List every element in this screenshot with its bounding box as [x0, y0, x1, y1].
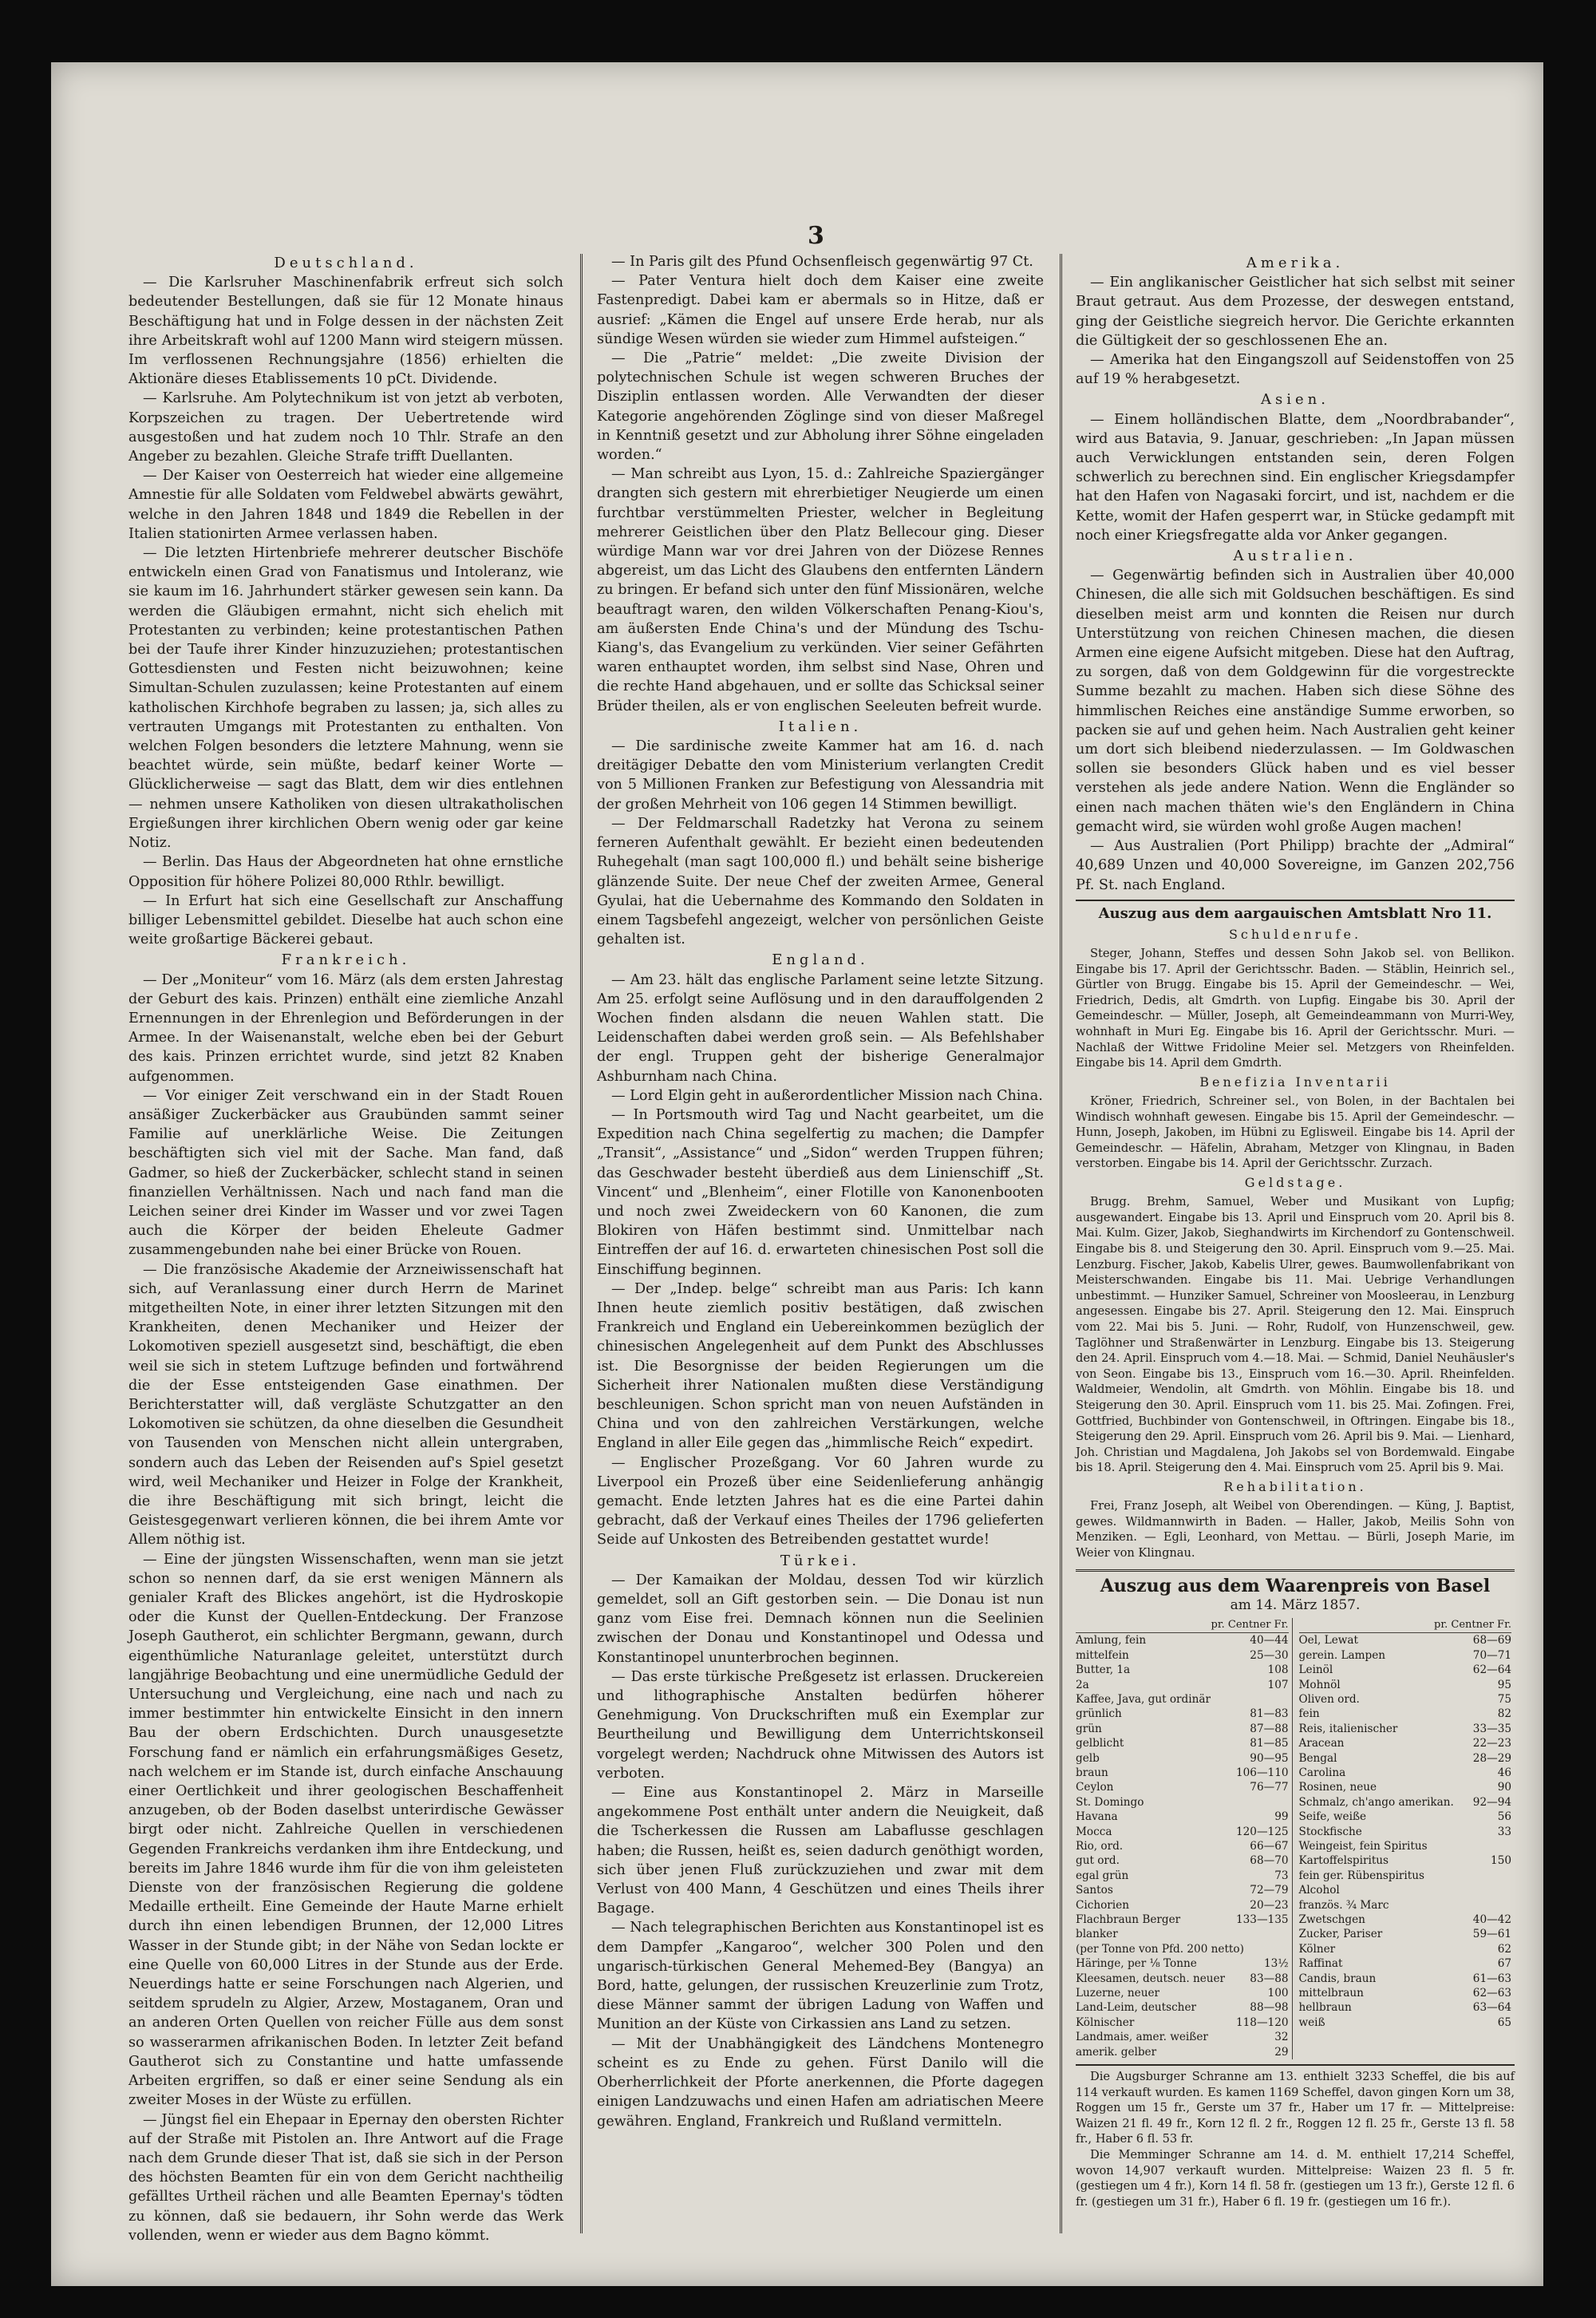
- price-row: [1076, 2015, 1289, 2030]
- article: — Am 23. hält das englische Parlament seine letzte Sitzung. Am 25. erfolgt seine Auflösung und in den darauffolgenden 2 Wochen finden alsdann die neuen Wahlen statt. Die Leidenschaften dabei werden groß sein. — Als Befehlshaber der engl. Truppen geht der bisherige Generalmajor Ashburnham nach China.: [597, 971, 1044, 1085]
- commodity-name: fein ger. Rübenspiritus: [1298, 1869, 1424, 1882]
- price-row: [1076, 1913, 1289, 1927]
- price-row: [1299, 1927, 1512, 1941]
- price-row: [1076, 1986, 1289, 2000]
- footnote: Die Augsburger Schranne am 13. enthielt 3233 Scheffel, die bis auf 114 verkauft wurden. Es kamen 1169 Scheffel, davon gingen Korn um 38, Roggen um 15 fr., Gerste um 37 fr., Haber um 17 fr. — Mittelpreise: Waizen 21 fl. 49 fr., Korn 12 fl. 2 fr., Roggen 12 fl. 25 fr., Gerste 13 fl. 58 fr., Haber 6 fl. 53 fr.: [1076, 2070, 1515, 2146]
- commodity-name: Weingeist, fein Spiritus: [1298, 1840, 1428, 1853]
- commodity-price: 32: [1274, 2031, 1289, 2044]
- amtsblatt-title: Auszug aus dem aargauischen Amtsblatt Nro 11.: [1076, 900, 1515, 924]
- price-row: [1076, 1633, 1289, 1648]
- column-divider: [580, 254, 583, 2233]
- commodity-name: (per Tonne von Pfd. 200 netto): [1076, 1942, 1244, 1956]
- commodity-price: 83—88: [1250, 1972, 1289, 1985]
- commodity-price: 90: [1497, 1781, 1511, 1794]
- price-row: [1076, 1825, 1289, 1839]
- commodity-name: hellbraun: [1298, 2001, 1352, 2015]
- price-row: [1299, 1648, 1512, 1663]
- commodity-name: Candis, braun: [1298, 1972, 1377, 1985]
- commodity-name: Rosinen, neue: [1298, 1781, 1377, 1794]
- commodity-name: Land-Leim, deutscher: [1076, 2001, 1196, 2015]
- notice: Frei, Franz Joseph, alt Weibel von Oberendingen. — Küng, J. Baptist, gewes. Wildmannwirth in Baden. — Haller, Jakob, Meilis Sohn von Menziken. — Egli, Leonhard, von Mettau. — Bürli, Joseph Marie, im Weier von Klingnau.: [1076, 1499, 1515, 1560]
- commodity-price: 33: [1497, 1825, 1511, 1838]
- section-heading-asien: Asien.: [1261, 391, 1329, 409]
- commodity-name: braun: [1076, 1766, 1108, 1779]
- commodity-name: Stockfische: [1298, 1825, 1362, 1838]
- article: — Der „Moniteur“ vom 16. März (als dem ersten Jahrestag der Geburt des kais. Prinzen) enthält eine ziemliche Anzahl Ernennungen in der Ehrenlegion und Beförderungen in der Armee. In der Waisenanstalt, welche eben bei der Geburt des kais. Prinzen errichtet wurde, sind jetzt 82 Knaben aufgenommen.: [128, 971, 563, 1085]
- commodity-name: Carolina: [1298, 1766, 1346, 1779]
- price-table-right: [1299, 1618, 1515, 2059]
- commodity-name: amerik. gelber: [1076, 2045, 1157, 2059]
- commodity-name: Leinöl: [1298, 1663, 1333, 1677]
- price-row: [1299, 1707, 1512, 1721]
- subheading: Rehabilitation.: [1223, 1478, 1367, 1494]
- newspaper-page: [51, 62, 1543, 2286]
- commodity-name: gerein. Lampen: [1298, 1648, 1386, 1662]
- amtsblatt-box: [1076, 900, 1515, 1561]
- price-row: [1299, 1869, 1512, 1883]
- article: — Ein anglikanischer Geistlicher hat sich selbst mit seiner Braut getraut. Aus dem Prozesse, der deswegen entstand, ging der Geistliche siegreich hervor. Die Gerichte erkannten die Gültigkeit der so geschlossenen Ehe an.: [1076, 275, 1515, 349]
- article: — Der „Indep. belge“ schreibt man aus Paris: Ich kann Ihnen heute ziemlich positiv bestätigen, daß zwischen Frankreich und England ein Uebereinkommen bezüglich der chinesischen Angelegenheit auf dem Punkt des Abschlusses ist. Die Besorgnisse der beiden Regierungen um die Sicherheit ihrer Nationalen mußten diese Verständigung beschleunigen. Schon spricht man von neuen Aufständen in China und von den zahlreichen Verstärkungen, welche England in aller Eile gegen das „himmlische Reich“ expedirt.: [597, 1280, 1044, 1452]
- commodity-price: 107: [1267, 1678, 1289, 1691]
- commodity-price: 133—135: [1236, 1913, 1289, 1927]
- commodity-price: 73: [1274, 1869, 1289, 1882]
- commodity-price: 81—85: [1250, 1737, 1289, 1750]
- commodity-price: 99: [1274, 1810, 1289, 1824]
- commodity-price: 70—71: [1472, 1648, 1511, 1662]
- commodity-name: Zucker, Pariser: [1298, 1928, 1383, 1941]
- commodity-name: gut ord.: [1076, 1854, 1120, 1868]
- commodity-name: Kölner: [1298, 1942, 1336, 1956]
- price-row: [1299, 1942, 1512, 1956]
- notice: Steger, Johann, Steffes und dessen Sohn Jakob sel. von Bellikon. Eingabe bis 17. April der Gerichtsschr. Baden. — Stäblin, Heinrich sel., Gürtler von Brugg. Eingabe bis 15. April der Gemeindeschr. — Wei, Friedrich, Dedis, alt Gmdrth. von Lupfig. Eingabe bis 30. April der Gemeindeschr. — Müller, Joseph, alt Gemeindeammann von Murri-Wey, wohnhaft in Muri Eg. Eingabe bis 16. April der Gerichtsschr. Muri. — Nachlaß der Wittwe Fridoline Meier sel. Metzgers von Rheinfelden. Eingabe bis 14. April dem Gmdrth.: [1076, 947, 1515, 1070]
- market-footnotes: [1076, 2064, 1515, 2209]
- commodity-price: 67: [1497, 1957, 1511, 1971]
- commodity-price: 108: [1267, 1663, 1289, 1677]
- article: — Man schreibt aus Lyon, 15. d.: Zahlreiche Spaziergänger drangten sich gestern mit ehrerbietiger Neugierde um einen furchtbar verstümmelten Priester, welcher in Begleitung mehrerer Geistlichen über den Platz Bellecour ging. Dieser würdige Mann war vor drei Jahren von der Diözese Rennes abgereist, um das Licht des Glaubens den entfernten Ländern zu bringen. Er befand sich unter den fünf Missionären, welche beauftragt waren, den wilden Völkerschaften Penang-Kiou's, am äußersten Ende China's und der Mündung des Tschu-Kiang's, das Evangelium zu verkünden. Vier seiner Gefährten waren enthauptet worden, ihm selbst sind Nase, Ohren und die rechte Hand abgehauen, und er sollte das Schicksal seiner Brüder theilen, als er von englischen Seeleuten befreit wurde.: [597, 466, 1044, 714]
- commodity-price: 150: [1491, 1854, 1511, 1868]
- price-row: [1299, 1972, 1512, 1986]
- commodity-name: mittelbraun: [1298, 1987, 1364, 2000]
- commodity-price: 22—23: [1472, 1737, 1511, 1750]
- price-row: [1299, 1839, 1512, 1853]
- price-row: [1076, 1692, 1289, 1707]
- price-row: [1299, 1678, 1512, 1692]
- article: — In Portsmouth wird Tag und Nacht gearbeitet, um die Expedition nach China segelfertig zu machen; die Dampfer „Transit“, „Assistance“ und „Sidon“ werden Truppen führen; das Geschwader besteht überdieß aus dem Linienschiff „St. Vincent“ und „Blenheim“, einer Flotille von Kanonenbooten und noch zwei Zweideckern von 60 Kanonen, die zum Blokiren von Häfen bestimmt sind. Unmittelbar nach Eintreffen der auf 16. d. erwarteten chinesischen Post soll die Einschiffung beginnen.: [597, 1106, 1044, 1278]
- article: — Die Karlsruher Maschinenfabrik erfreut sich solch bedeutender Bestellungen, daß sie für 12 Monate hinaus Beschäftigung hat und in Folge dessen in der nächsten Zeit ihre Arbeitskraft wohl auf 1200 Mann wird steigern müssen. Im verflossenen Rechnungsjahre (1856) erhielten die Aktionäre dieses Etablissements 10 pCt. Dividende.: [128, 275, 563, 388]
- column-divider: [1060, 254, 1062, 2233]
- commodity-name: Butter, 1a: [1076, 1663, 1131, 1677]
- article: — Der Kamaikan der Moldau, dessen Tod wir kürzlich gemeldet, soll an Gift gestorben sein. — Die Donau ist nun ganz vom Eise frei. Demnach können nun die Seelinien zwischen der Donau und Konstantinopel und Odessa und Konstantinopel ununterbrochen beginnen.: [597, 1572, 1044, 1666]
- article: — Vor einiger Zeit verschwand ein in der Stadt Rouen ansäßiger Zuckerbäcker aus Graubünden sammt seiner Familie auf unerklärliche Weise. Die Zeitungen beschäftigten sich viel mit der Sache. Man fand, daß Gadmer, so hieß der Zuckerbäcker, schlecht stand in seinen finanziellen Verhältnissen. Nach und nach fand man die Leichen seiner drei Kinder im Wasser und vor zwei Tagen auch die Körper der beiden Eheleute Gadmer zusammengebunden nahe bei einer Brücke von Rouen.: [128, 1087, 563, 1259]
- price-row: [1076, 1780, 1289, 1794]
- price-row: [1299, 1663, 1512, 1677]
- commodity-name: Cichorien: [1076, 1898, 1129, 1912]
- article: — Englischer Prozeßgang. Vor 60 Jahren wurde zu Liverpool ein Prozeß über eine Seidenlieferung anhängig gemacht. Ende letzten Jahres hat es die eine Partei dahin gebracht, daß der Verkauf eines Theiles der 1796 gelieferten Seide auf Unkosten des Betreibenden gestattet wurde!: [597, 1454, 1044, 1549]
- article: — Die „Patrie“ meldet: „Die zweite Division der polytechnischen Schule ist wegen schweren Bruches der Disziplin entlassen worden. Alle Verwandten der dieser Kategorie angehörenden Zöglinge sind von dieser Maßregel in Kenntniß gesetzt und zur Abholung ihrer Söhne eingeladen worden.“: [597, 350, 1044, 464]
- article: — Der Kaiser von Oesterreich hat wieder eine allgemeine Amnestie für alle Soldaten vom Feldwebel abwärts gewährt, welche in den Jahren 1848 und 1849 die Rebellen in der Italien stationirten Armee verlassen haben.: [128, 468, 563, 542]
- market-date: am 14. März 1857.: [1230, 1596, 1361, 1613]
- market-title: Auszug aus dem Waarenpreis von Basel: [1076, 1569, 1515, 1596]
- price-row: [1076, 2045, 1289, 2059]
- price-table-left: [1076, 1618, 1293, 2059]
- commodity-price: 92—94: [1472, 1795, 1511, 1809]
- page-number: 3: [808, 222, 824, 250]
- commodity-name: grün: [1076, 1722, 1102, 1735]
- commodity-name: Oliven ord.: [1298, 1692, 1360, 1706]
- article: — In Paris gilt des Pfund Ochsenfleisch gegenwärtig 97 Ct.: [611, 254, 1033, 270]
- price-row: [1076, 1810, 1289, 1824]
- price-row: [1299, 1986, 1512, 2000]
- price-row: [1076, 1883, 1289, 1897]
- price-row: [1299, 1780, 1512, 1794]
- article: — Gegenwärtig befinden sich in Australien über 40,000 Chinesen, die alle sich mit Goldsuchen beschäftigen. Es sind dieselben meist arm und konnten die Reisen nur durch Unterstützung von reichen Chinesen machen, die diesen Armen eine eigene Aufsicht mitgeben. Diese hat den Auftrag, zu sorgen, daß von dem Goldgewinn für die vorgestreckte Summe bezahlt zu machen. Haben sich diese Söhne des himmlischen Reiches eine anständige Summe erworben, so packen sie auf und gehen heim. Nach Australien geht keiner um dort sich bleibend niederzulassen. — Im Goldwaschen sollen sie besonders Glück haben und es viel besser verstehen als jede andere Nation. Wenn die Engländer so einen nach machen thäten wie's den Engländern in China gemacht wird, sie würden wohl große Augen machen!: [1076, 568, 1515, 835]
- notice: Kröner, Friedrich, Schreiner sel., von Bolen, in der Bachtalen bei Windisch wohnhaft gewesen. Eingabe bis 15. April der Gemeindeschr. — Hunn, Joseph, Jakoben, im Hübni zu Eglisweil. Eingabe bis 14. April der Gemeindeschr. — Häfelin, Abraham, Metzger von Klingnau, in Baden verstorben. Eingabe bis 14. April der Gerichtsschr. Zurzach.: [1076, 1094, 1515, 1171]
- commodity-price: 61—63: [1472, 1972, 1511, 1985]
- section-heading-amerika: Amerika.: [1246, 255, 1345, 271]
- column-2: [597, 252, 1044, 2232]
- price-row: [1299, 1722, 1512, 1736]
- price-row: [1299, 1810, 1512, 1824]
- price-row: [1299, 1956, 1512, 1971]
- section-heading-frankreich: Frankreich.: [281, 951, 411, 969]
- article: — Die sardinische zweite Kammer hat am 16. d. nach dreitägiger Debatte den vom Ministerium verlangten Credit von 5 Millionen Franken zur Befestigung von Alessandria mit der großen Mehrheit von 106 gegen 14 Stimmen bewilligt.: [597, 738, 1044, 813]
- subheading: Schuldenrufe.: [1228, 926, 1362, 942]
- commodity-name: Ceylon: [1076, 1781, 1114, 1794]
- notice: Brugg. Brehm, Samuel, Weber und Musikant von Lupfig; ausgewandert. Eingabe bis 13. April und Einspruch vom 20. April bis 8. Mai. Kulm. Gizer, Jakob, Sieghandwirts im Kirchendorf zu Gontenschweil. Eingabe bis 8. und Steigerung den 30. April. Einspruch vom 9.—25. Mai. Lenzburg. Fischer, Jakob, Kabelis Ulrer, gewes. Baumwollenfabrikant von Meisterschwanden. Eingabe bis 11. Mai. Uebrige Verhandlungen unbestimmt. — Hunziker Samuel, Schreiner von Moosleerau, in Lenzburg angesessen. Eingabe bis 27. April. Steigerung den 12. Mai. Einspruch vom 22. Mai bis 5. Juni. — Rohr, Rudolf, von Hunzenschweil, gew. Taglöhner und Straßenwärter in Lenzburg. Eingabe bis 13. Steigerung den 24. April. Einspruch vom 4.—18. Mai. — Schmid, Daniel Neuhäusler's von Seon. Eingabe bis 13., Einspruch vom 16.—30. April. Rheinfelden. Waldmeier, Wendolin, alt Gmdrth. von Möhlin. Eingabe bis 18. und Steigerung den 30. April. Einspruch vom 11. bis 25. Mai. Zofingen. Frei, Gottfried, Buchbinder von Gontenschweil, in Oftringen. Eingabe bis 18., Steigerung den 29. April. Einspruch vom 26. April bis 9. Mai. — Lienhard, Joh. Christian und Magdalena, Joh Jakobs sel von Bordemwald. Eingabe bis 18. April. Steigerung den 4. Mai. Einspruch vom 25. April bis 9. Mai.: [1076, 1195, 1515, 1475]
- commodity-price: 76—77: [1250, 1781, 1289, 1794]
- commodity-price: 82: [1497, 1707, 1511, 1721]
- article: — Eine der jüngsten Wissenschaften, wenn man sie jetzt schon so nennen darf, da sie erst wenigen Männern als genialer Kraft des Blickes angehört, ist die Hydroskopie oder die Kunst der Quellen-Entdeckung. Der Franzose Joseph Gautherot, ein schlichter Bergmann, gewann, durch eigenthümliche Naturanlage geleitet, unterstützt durch langjährige Beobachtung und eine unermüdliche Geduld der Untersuchung und Vergleichung, eine nach und nach zu immer bestimmter hin entwickelte Einsicht in den innern Bau der obern Erdschichten. Durch unausgesetzte Forschung fand er nämlich ein erfahrungsmäßiges Gesetz, nach welchem er im Stande ist, durch einfache Anschauung einer Oertlichkeit und ihrer geologischen Beschaffenheit anzugeben, ob der Boden daselbst unterirdische Gewässer birgt oder nicht. Zahlreiche Quellen in verschiedenen Gegenden Frankreichs verdanken ihm ihre Entdeckung, und bereits im Jahre 1846 wurde ihm für die von ihm geleisteten Dienste von der französischen Regierung die goldene Medaille ertheilt. Eine Gemeinde der Haute Marne erhielt durch ihn einen lebendigen Brunnen, der 12,000 Litres Wasser in der Stunde gibt; in der Nähe von Sedan lockte er eine Quelle von 60,000 Litres in der Stunde aus der Erde. Neuerdings hatte er seine Forschungen nach Algerien, und seitdem sprudeln zu Algier, Arzew, Mostaganem, Oran und an anderen Orten Quellen von reicher Fülle aus dem sonst so wasserarmen afrikanischen Boden. In letzter Zeit befand Gautherot sich zu Constantine und hatte umfassende Arbeiten ergriffen, so daß er einer seine Sendung als ein zweiter Moses in der Wüste zu erfüllen.: [128, 1551, 563, 2109]
- price-table-header: pr. Centner Fr.: [1076, 1618, 1289, 1633]
- commodity-price: 68—70: [1250, 1854, 1289, 1868]
- price-row: [1076, 1956, 1289, 1971]
- price-table: [1076, 1618, 1515, 2059]
- commodity-price: 118—120: [1236, 2015, 1289, 2029]
- commodity-price: 65: [1497, 2015, 1511, 2029]
- commodity-name: fein: [1298, 1707, 1320, 1721]
- subheading: Benefizia Inventarii: [1199, 1074, 1391, 1090]
- commodity-price: 87—88: [1250, 1722, 1289, 1735]
- article: — Berlin. Das Haus der Abgeordneten hat ohne ernstliche Opposition für höhere Polizei 80,000 Rthlr. bewilligt.: [128, 854, 563, 890]
- commodity-name: Luzerne, neuer: [1076, 1987, 1160, 2000]
- price-row: [1299, 1913, 1512, 1927]
- price-row: [1076, 1648, 1289, 1663]
- price-row: [1076, 2000, 1289, 2015]
- commodity-price: 20—23: [1250, 1898, 1289, 1912]
- commodity-price: 46: [1497, 1766, 1511, 1779]
- price-row: [1299, 1633, 1512, 1648]
- commodity-name: grünlich: [1076, 1707, 1122, 1721]
- commodity-price: 62—64: [1472, 1663, 1511, 1677]
- commodity-name: St. Domingo: [1076, 1795, 1144, 1809]
- price-row: [1076, 1678, 1289, 1692]
- price-row: [1076, 1942, 1289, 1956]
- article: — Einem holländischen Blatte, dem „Noordbrabander“, wird aus Batavia, 9. Januar, geschrieben: „In Japan müssen auch Verwicklungen entstanden sein, deren Folgen schwerlich zu berechnen sind. Ein englischer Kriegsdampfer hat den Hafen von Nagasaki forcirt, und ist, nachdem er die Kette, womit der Hafen gesperrt war, in Stücke gedampft mit noch einer Kriegsfregatte alda vor Anker gegangen.: [1076, 411, 1515, 544]
- price-row: [1076, 1722, 1289, 1736]
- commodity-name: französ. ¾ Marc: [1298, 1898, 1389, 1912]
- section-heading-italien: Italien.: [778, 718, 863, 735]
- section-heading-deutschland: Deutschland.: [274, 255, 418, 271]
- commodity-name: mittelfein: [1076, 1648, 1129, 1662]
- commodity-name: blanker: [1076, 1928, 1118, 1941]
- commodity-name: gelb: [1076, 1751, 1100, 1765]
- commodity-name: Seife, weiße: [1298, 1810, 1367, 1824]
- commodity-price: 68—69: [1472, 1634, 1511, 1648]
- footnote: Die Memminger Schranne am 14. d. M. enthielt 17,214 Scheffel, wovon 14,907 verkauft wurden. Mittelpreise: Waizen 23 fl. 5 fr. (gestiegen um 4 fr.), Korn 14 fl. 58 fr. (gestiegen um 13 fr.), Gerste 12 fl. 6 fr. (gestiegen um 31 fr.), Haber 6 fl. 19 fr. (gestiegen um 16 fr.).: [1076, 2148, 1515, 2209]
- subheading: Geldstage.: [1244, 1175, 1346, 1191]
- price-row: [1299, 1883, 1512, 1897]
- price-row: [1299, 1825, 1512, 1839]
- commodity-price: 63—64: [1472, 2001, 1511, 2015]
- article: — Aus Australien (Port Philipp) brachte der „Admiral“ 40,689 Unzen und 40,000 Sovereigne, im Ganzen 202,756 Pf. St. nach England.: [1076, 838, 1515, 893]
- commodity-name: Aracean: [1298, 1737, 1345, 1750]
- commodity-name: Kaffee, Java, gut ordinär: [1076, 1692, 1211, 1706]
- commodity-price: 40—42: [1472, 1913, 1511, 1927]
- commodity-name: Havana: [1076, 1810, 1118, 1824]
- commodity-price: 75: [1497, 1692, 1511, 1706]
- commodity-name: Flachbraun Berger: [1076, 1913, 1181, 1927]
- section-heading-england: England.: [772, 951, 869, 969]
- price-row: [1299, 1898, 1512, 1913]
- commodity-price: 59—61: [1472, 1928, 1511, 1941]
- commodity-price: 90—95: [1250, 1751, 1289, 1765]
- article: — Mit der Unabhängigkeit des Ländchens Montenegro scheint es zu Ende zu gehen. Fürst Danilo will die Oberherrlichkeit der Pforte anerkennen, die Pforte dagegen einigen Landzuwachs und einen Hafen am adriatischen Meere gewähren. England, Frankreich und Rußland vermitteln.: [597, 2035, 1044, 2130]
- price-row: [1299, 1692, 1512, 1707]
- commodity-name: Reis, italienischer: [1298, 1722, 1398, 1735]
- price-table-header: pr. Centner Fr.: [1299, 1618, 1512, 1633]
- commodity-name: Zwetschgen: [1298, 1913, 1365, 1927]
- commodity-name: egal grün: [1076, 1869, 1129, 1882]
- section-heading-australien: Australien.: [1233, 548, 1357, 565]
- section-heading-tuerkei: Türkei.: [780, 1552, 861, 1569]
- price-row: [1076, 1795, 1289, 1810]
- price-row: [1299, 1766, 1512, 1780]
- article: — Das erste türkische Preßgesetz ist erlassen. Druckereien und lithographische Anstalten bedürfen höherer Genehmigung. Von Druckschriften muß ein Exemplar zur Beurtheilung und Bewilligung dem Unterrichtskonseil vorgelegt werden; Nachdruck ohne Mitwissen des Autors ist verboten.: [597, 1668, 1044, 1782]
- commodity-name: Kleesamen, deutsch. neuer: [1076, 1972, 1226, 1985]
- commodity-name: gelblicht: [1076, 1737, 1124, 1750]
- price-row: [1299, 1853, 1512, 1868]
- price-row: [1076, 1707, 1289, 1721]
- commodity-name: Mohnöl: [1298, 1678, 1341, 1691]
- article: — Die französische Akademie der Arzneiwissenschaft hat sich, auf Veranlassung einer durch Herrn de Marinet mitgetheilten Note, in einer ihrer letzten Sitzungen mit den Krankheiten, denen Mechaniker und Heizer der Lokomotiven speziell ausgesetzt sind, beschäftigt, die eben weil sie sich in stetem Luftzuge befinden und fortwährend die der Esse entsteigenden Gase einathmen. Der Berichterstatter will, daß vergläste Schutzgatter an den Lokomotiven sie schützen, da ohne dieselben die Gesundheit von Tausenden von Menschen nicht allein untergraben, sondern auch das Leben der Reisenden auf's Spiel gesetzt wird, weil Mechaniker und Heizer in Folge der Krankheit, die ihre Beschäftigung mit sich bringt, leicht die Geistesgegenwart verlieren können, die bei ihrem Amte vor Allem nöthig ist.: [128, 1261, 563, 1549]
- commodity-name: Kartoffelspiritus: [1298, 1854, 1389, 1868]
- commodity-price: 56: [1497, 1810, 1511, 1824]
- price-row: [1299, 1751, 1512, 1766]
- price-row: [1299, 2015, 1512, 2030]
- column-3: [1076, 252, 1515, 2232]
- commodity-name: 2a: [1076, 1678, 1089, 1691]
- article: — Der Feldmarschall Radetzky hat Verona zu seinem ferneren Aufenthalt gewählt. Er bezieht einen bedeutenden Ruhegehalt (man sagt 100,000 fl.) und behält seine bisherige glänzende Suite. Der neue Chef der zweiten Armee, General Gyulai, hat die Uebernahme des Kommando den Soldaten in einem Tagsbefehl angezeigt, welcher von persönlichen Geiste gehalten ist.: [597, 815, 1044, 948]
- commodity-name: Schmalz, ch'ango amerikan.: [1298, 1795, 1454, 1809]
- price-row: [1076, 1853, 1289, 1868]
- commodity-price: 13½: [1264, 1957, 1289, 1971]
- article: — Karlsruhe. Am Polytechnikum ist von jetzt ab verboten, Korpszeichen zu tragen. Der Uebertretende wird ausgestoßen und hat zudem noch 10 Thlr. Strafe an den Angeber zu bezahlen. Gleiche Strafe trifft Duellanten.: [128, 390, 563, 465]
- commodity-price: 25—30: [1250, 1648, 1289, 1662]
- price-row: [1076, 1869, 1289, 1883]
- price-row: [1076, 1751, 1289, 1766]
- article: — Amerika hat den Eingangszoll auf Seidenstoffen von 25 auf 19 % herabgesetzt.: [1076, 352, 1515, 388]
- commodity-price: 88—98: [1250, 2001, 1289, 2015]
- commodity-price: 120—125: [1236, 1825, 1289, 1838]
- commodity-price: 106—110: [1236, 1766, 1289, 1779]
- commodity-name: Amlung, fein: [1076, 1634, 1147, 1648]
- commodity-price: 33—35: [1472, 1722, 1511, 1735]
- commodity-price: 28—29: [1472, 1751, 1511, 1765]
- price-row: [1299, 2000, 1512, 2015]
- article: — Lord Elgin geht in außerordentlicher Mission nach China.: [611, 1087, 1043, 1104]
- commodity-name: Rio, ord.: [1076, 1840, 1124, 1853]
- commodity-price: 62—63: [1472, 1987, 1511, 2000]
- commodity-name: Raffinat: [1298, 1957, 1343, 1971]
- price-row: [1076, 1766, 1289, 1780]
- article: — In Erfurt hat sich eine Gesellschaft zur Anschaffung billiger Lebensmittel gebildet. Dieselbe hat auch schon eine weite großartige Bäckerei gebaut.: [128, 892, 563, 948]
- commodity-price: 62: [1497, 1942, 1511, 1956]
- article: — Pater Ventura hielt doch dem Kaiser eine zweite Fastenpredigt. Dabei kam er abermals so in Hitze, daß er ausrief: „Kämen die Engel auf unsere Erde herab, nur als sündige Wesen würden sie wieder zum Himmel aufsteigen.“: [597, 273, 1044, 347]
- commodity-price: 95: [1497, 1678, 1511, 1691]
- price-row: [1076, 2030, 1289, 2044]
- commodity-price: 81—83: [1250, 1707, 1289, 1721]
- commodity-price: 72—79: [1250, 1884, 1289, 1897]
- market-prices-box: [1076, 1569, 1515, 2210]
- commodity-name: Santos: [1076, 1884, 1113, 1897]
- article: — Die letzten Hirtenbriefe mehrerer deutscher Bischöfe entwickeln einen Grad von Fanatismus und Intoleranz, wie sie kaum im 16. Jahrhundert stärker gewesen sein kann. Da werden die Gläubigen ermahnt, nicht sich ehelich mit Protestanten zu verbinden; keine protestantischen Pathen bei der Taufe ihrer Kinder hinzuzuziehen; protestantischen Gottesdiensten und Festen nicht beizuwohnen; keine Simultan-Schulen zuzulassen; keine Protestanten auf einem katholischen Kirchhofe begraben zu lassen; ja, sich alles zu vertrauten Umgangs mit Protestanten zu enthalten. Von welchen Folgen besonders die letztere Mahnung, wenn sie beachtet würde, sein müßte, bedarf keiner Worte — Glücklicherweise — sagt das Blatt, dem wir dies entlehnen — nehmen unsere Katholiken von diesen ultrakatholischen Ergießungen ihrer kirchlichen Obern wenig oder gar keine Notiz.: [128, 545, 563, 852]
- commodity-name: Oel, Lewat: [1298, 1634, 1358, 1648]
- article: — Nach telegraphischen Berichten aus Konstantinopel ist es dem Dampfer „Kangaroo“, welcher 300 Polen und den ungarisch-türkischen General Mehemed-Bey (Bangya) an Bord, hatte, gelungen, der russischen Kreuzerlinie zum Trotz, diese Männer sammt der übrigen Ladung von Waffen und Munition an der Küste von Cirkassien ans Land zu setzen.: [597, 1920, 1044, 2033]
- price-row: [1076, 1736, 1289, 1750]
- commodity-price: 40—44: [1250, 1634, 1289, 1648]
- commodity-name: Kölnischer: [1076, 2015, 1135, 2029]
- commodity-name: weiß: [1298, 2015, 1325, 2029]
- price-row: [1076, 1663, 1289, 1677]
- commodity-name: Bengal: [1298, 1751, 1337, 1765]
- price-row: [1076, 1839, 1289, 1853]
- price-row: [1299, 1736, 1512, 1750]
- price-row: [1299, 1795, 1512, 1810]
- commodity-name: Landmais, amer. weißer: [1076, 2031, 1208, 2044]
- commodity-name: Häringe, per ⅛ Tonne: [1076, 1957, 1197, 1971]
- commodity-name: Mocca: [1076, 1825, 1112, 1838]
- commodity-price: 29: [1274, 2045, 1289, 2059]
- price-row: [1076, 1972, 1289, 1986]
- article: — Eine aus Konstantinopel 2. März in Marseille angekommene Post enthält unter andern die Neuigkeit, daß die Tscherkessen die Russen am Labaflusse geschlagen haben; die Russen, heißt es, seien dadurch genöthigt worden, sich über jenen Fluß zurückzuziehen und zwar mit dem Verlust von 400 Mann, 4 Geschützen und eines Theils ihrer Bagage.: [597, 1785, 1044, 1917]
- price-row: [1076, 1898, 1289, 1913]
- commodity-name: Alcohol: [1298, 1884, 1340, 1897]
- commodity-price: 66—67: [1250, 1840, 1289, 1853]
- article: — Jüngst fiel ein Ehepaar in Epernay den obersten Richter auf der Straße mit Pistolen an. Ihre Antwort auf die Frage nach dem Grunde dieser That ist, daß sie sich in der Person des höchsten Beamten für ein von dem Gericht nachtheilig gefälltes Urtheil rächen und alle Beamten Epernay's tödten zu können, daß sie bedauern, ihr Sohn werde das Werk vollenden, wenn er wieder aus dem Bagno kömmt.: [128, 2111, 563, 2244]
- commodity-price: 100: [1267, 1987, 1289, 2000]
- price-row: [1076, 1927, 1289, 1941]
- column-1: [128, 252, 563, 2244]
